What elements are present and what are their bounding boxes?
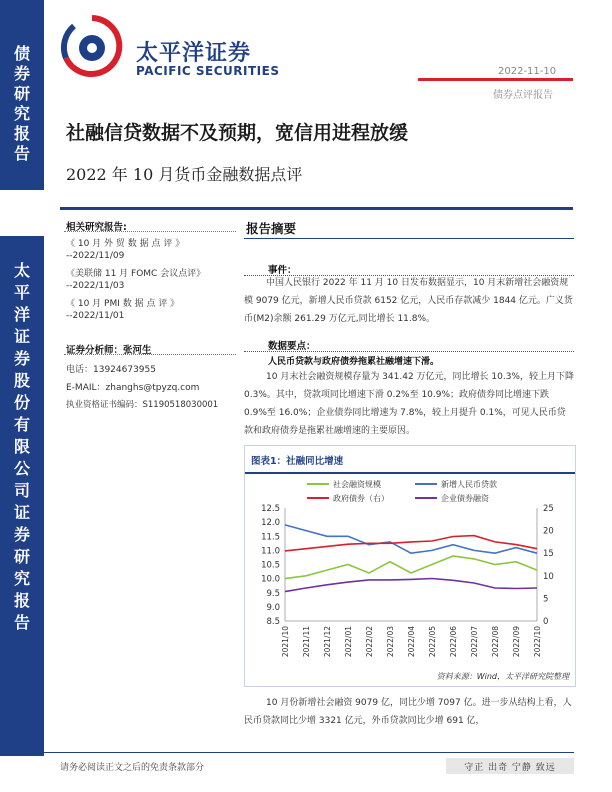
- related-item-date: --2022/11/01: [66, 311, 125, 321]
- figure-header: [245, 446, 575, 474]
- side-band-char: 限: [13, 437, 30, 456]
- report-date: 2022-11-10: [498, 66, 557, 77]
- brand-name-cn: 太平洋证券: [136, 41, 252, 66]
- side-band-char: 研: [13, 84, 30, 103]
- series-line-2: [285, 525, 537, 553]
- y-left-tick-label: 10.5: [261, 560, 280, 571]
- side-band-char: 证: [13, 503, 30, 522]
- summary-rule: [244, 238, 574, 239]
- side-band-char: 股: [13, 371, 30, 390]
- event-heading: 事件：: [268, 265, 297, 276]
- footer-rule: [44, 752, 574, 753]
- side-band-char: 报: [13, 591, 30, 610]
- side-band-char: 债: [13, 44, 30, 63]
- x-tick-label: 2021/11: [302, 626, 311, 658]
- analyst-cert: 执业资格证书编码：S1190518030001: [66, 400, 219, 410]
- side-band-char: 有: [13, 415, 30, 434]
- side-band-char: 公: [13, 459, 30, 478]
- x-tick-label: 2021/12: [323, 626, 332, 658]
- legend-label: 企业债券融资: [441, 494, 489, 503]
- side-band-char: 研: [13, 547, 30, 566]
- related-divider: [64, 231, 236, 232]
- report-type: 债券点评报告: [493, 90, 553, 101]
- related-item-date: --2022/11/09: [66, 251, 125, 261]
- header-red-rule: [418, 78, 573, 81]
- analyst-name: 证券分析师：张河生: [66, 345, 152, 356]
- body-paragraph: 10 月份新增社会融资 9079 亿，同比少增 7097 亿。进一步从结构上看，人民币贷款同比少增 3321 亿元，外币贷款同比少增 691 亿，: [244, 698, 572, 726]
- side-band-char: 份: [13, 393, 30, 412]
- side-band-char: 洋: [13, 305, 30, 324]
- analyst-email[interactable]: E-MAIL：zhanghs@tpyzq.com: [66, 383, 200, 393]
- event-text: 中国人民银行 2022 年 11 月 10 日发布数据显示，10 月末新增社会融资规模 9079 亿元，新增人民币贷款 6152 亿元，人民币存款减少 1844 亿元。广义货币(M2)余额 261.29 万亿元,同比增长 11.8%。: [244, 278, 573, 324]
- x-tick-label: 2022/01: [344, 626, 353, 658]
- side-band-char: 究: [13, 569, 30, 588]
- legend-label: 社会融资规模: [333, 480, 381, 489]
- y-left-tick-label: 10.0: [261, 574, 280, 585]
- figure-source: 资料来源：Wind，太平洋研究院整理: [436, 672, 569, 681]
- point1-text: 10 月末社会融资规模存量为 341.42 万亿元，同比增长 10.3%，较上月下降 0.3%。其中，贷款项同比增速下滑 0.2%至 10.9%；政府债券同比增速下跌 0.9%至 16.0%；企业债券同比增速为 7.8%，较上月提升 0.1%，可见人民币贷款和政府债券是拖累社融增速的主要原因。: [244, 372, 574, 436]
- x-tick-label: 2022/08: [491, 626, 500, 658]
- points-rule: [244, 351, 574, 352]
- related-item-date: --2022/11/03: [66, 281, 125, 291]
- x-tick-label: 2021/10: [281, 626, 290, 658]
- y-left-tick-label: 11.5: [261, 532, 280, 543]
- related-item-name[interactable]: 《 10 月 外 贸 数 据 点 评 》: [66, 239, 185, 249]
- x-tick-label: 2022/04: [407, 626, 416, 658]
- x-tick-label: 2022/09: [512, 626, 521, 658]
- side-band-char: 券: [13, 64, 30, 83]
- y-right-tick-label: 0: [543, 617, 549, 627]
- side-band-char: 司: [13, 481, 30, 500]
- points-heading: 数据要点：: [268, 341, 316, 352]
- y-right-tick-label: 20: [543, 526, 554, 537]
- y-left-tick-label: 9.5: [266, 588, 280, 599]
- analyst-divider: [64, 354, 236, 355]
- related-item-name[interactable]: 《美联储 11 月 FOMC 会议点评》: [66, 269, 206, 279]
- side-band-top-text: [0, 44, 44, 164]
- footer-motto: 守正 出奇 宁静 致远: [446, 758, 574, 774]
- side-band-char: 证: [13, 327, 30, 346]
- side-band-char: 券: [13, 349, 30, 368]
- side-band-char: 报: [13, 124, 30, 143]
- y-left-tick-label: 12.5: [261, 504, 280, 514]
- figure-title: 图表1：社融同比增速: [251, 456, 344, 467]
- series-line-1: [285, 556, 537, 579]
- legend-label: 新增人民币贷款: [441, 480, 497, 489]
- chart-social-financing-growth: [245, 476, 575, 672]
- y-left-tick-label: 12.0: [261, 518, 280, 529]
- brand-name-en: PACIFIC SECURITIES: [136, 64, 280, 78]
- series-line-4: [285, 579, 537, 592]
- x-tick-label: 2022/02: [365, 626, 374, 658]
- side-band-char: 告: [13, 144, 30, 163]
- related-item-name[interactable]: 《 10 月 PMI 数 据 点 评 》: [66, 299, 180, 309]
- summary-heading: 报告摘要: [246, 221, 297, 236]
- side-band-char: 券: [13, 525, 30, 544]
- y-right-tick-label: 25: [543, 504, 554, 514]
- analyst-phone: 电话：13924673955: [66, 365, 156, 375]
- legend-label: 政府债券（右）: [333, 494, 389, 503]
- y-left-tick-label: 11.0: [261, 546, 280, 557]
- x-tick-label: 2022/06: [449, 626, 458, 658]
- title-divider: [60, 207, 573, 210]
- page-subtitle: 2022 年 10 月货币金融数据点评: [66, 165, 303, 184]
- side-band-char: 告: [13, 613, 30, 632]
- company-logo: [60, 14, 124, 78]
- page-title: 社融信贷数据不及预期，宽信用进程放缓: [66, 122, 409, 144]
- figure-box: [244, 445, 576, 687]
- y-right-tick-label: 10: [543, 571, 554, 582]
- side-band-char: 平: [13, 283, 30, 302]
- point1-title: 人民币贷款与政府债券拖累社融增速下滑。: [268, 357, 440, 367]
- y-right-tick-label: 5: [543, 594, 549, 605]
- series-line-3: [285, 536, 537, 551]
- y-left-tick-label: 9.0: [266, 602, 280, 613]
- related-heading: 相关研究报告:: [66, 222, 127, 233]
- footer-disclaimer: 请务必阅读正文之后的免责条款部分: [60, 763, 205, 773]
- side-band-bottom-text: [0, 260, 44, 634]
- x-tick-label: 2022/05: [428, 626, 437, 658]
- x-tick-label: 2022/10: [533, 626, 542, 658]
- x-tick-label: 2022/03: [386, 626, 395, 658]
- y-right-tick-label: 15: [543, 549, 554, 560]
- x-tick-label: 2022/07: [470, 626, 479, 658]
- side-band-char: 太: [13, 261, 30, 280]
- side-band-char: 究: [13, 104, 30, 123]
- y-left-tick-label: 8.5: [266, 617, 280, 627]
